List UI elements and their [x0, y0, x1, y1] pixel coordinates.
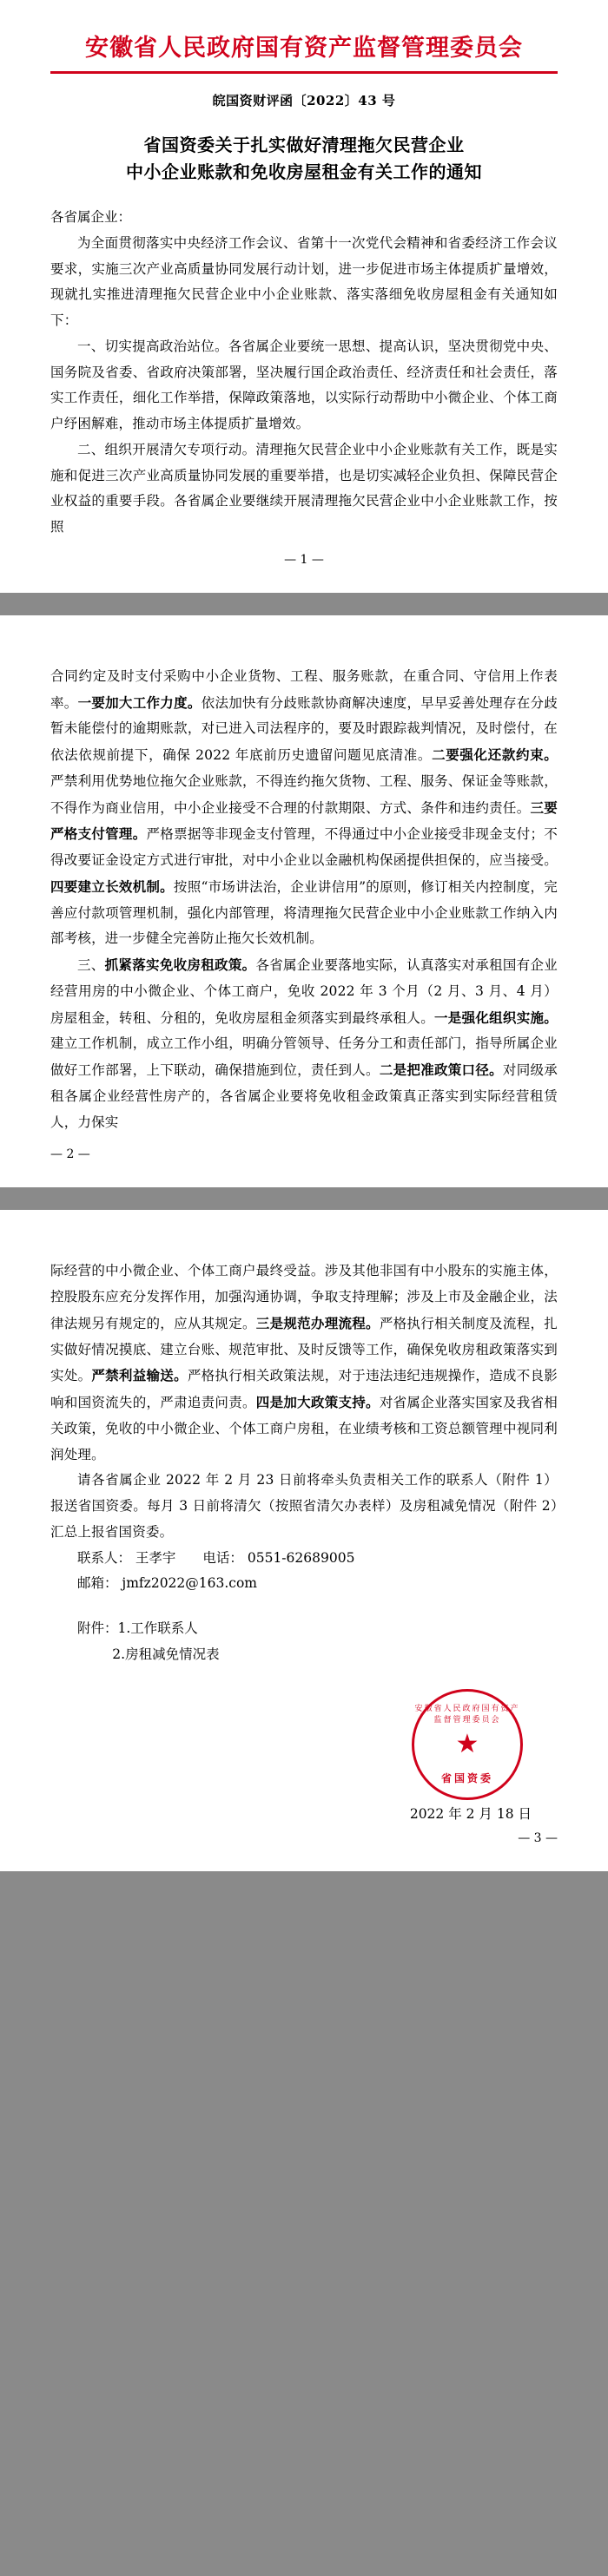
paragraph-section-3: 三、抓紧落实免收房租政策。各省属企业要落地实际，认真落实对承租国有企业经营用房的中小微企业、个体工商户，免收 2022 年 3 个月（2 月、3 月、4 月）房屋租金，转租、分租的，免收房屋租金须落实到最终承租人。一是强化组织实施。建立工作机制，成立工作小组，明确分管领导、任务分工和责任部门，指导所属企业做好工作部署，上下联动，确保措施到位，责任到人。二是把准政策口径。对同级承租各属企业经营性房产的，各省属企业要将免收租金政策真正落实到实际经营租赁人，力保实 — [50, 956, 558, 1130]
document-page-3 — [0, 1210, 608, 1870]
attachment-item-2: 2.房租减免情况表 — [112, 1646, 220, 1662]
attachments-label: 附件：1.工作联系人 — [77, 1620, 198, 1637]
document-page-2 — [0, 615, 608, 1188]
official-seal-icon — [412, 1689, 523, 1800]
page-number-2: — 2 — — [50, 1147, 90, 1162]
page-gap — [0, 593, 608, 615]
seal-text-top: 安徽省人民政府国有资产监督管理委员会 — [414, 1704, 520, 1725]
letterhead-title: 安徽省人民政府国有资产监督管理委员会 — [85, 35, 523, 62]
paragraph-report-request: 请各省属企业 2022 年 2 月 23 日前将牵头负责相关工作的联系人（附件 1）报送省国资委。每月 3 日前将清欠（按照省清欠办表样）及房租减免情况（附件 2）汇总上报省国资委。 — [50, 1472, 558, 1540]
paragraph-section-2-part-1: 二、组织开展清欠专项行动。清理拖欠民营企业中小企业账款有关工作，既是实施和促进三次产业高质量协同发展的重要举措，也是切实减轻企业负担、保障民营企业权益的重要手段。各省属企业要继续开展清理拖欠民营企业中小企业账款工作，按照 — [50, 441, 558, 536]
contact-line-2: 邮箱： jmfz2022@163.com — [77, 1575, 258, 1592]
contact-line-1: 联系人： 王孝宇 电话： 0551-62689005 — [77, 1549, 355, 1566]
document-title-line-1: 省国资委关于扎实做好清理拖欠民营企业 — [143, 135, 465, 156]
paragraph-section-2-part-2: 合同约定及时支付采购中小企业货物、工程、服务账款，在重合同、守信用上作表率。一要加大工作力度。依法加快有分歧账款协商解决速度，早早妥善处理存在分歧暂未能偿付的逾期账款，对已进入司法程序的，要及时跟踪裁判情况，及时偿付，在依法依规前提下，确保 2022 年底前历史遗留问题见底清准。二要强化还款约束。严禁利用优势地位拖欠企业账款，不得连约拖欠货物、工程、服务、保证金等账款，不得作为商业信用，中小企业接受不合理的付款期限、方式、条件和违约责任。三要严格支付管理。严格票据等非现金支付管理，不得通过中小企业接受非现金支付；不得改要证金设定方式进行审批，对中小企业以金融机构保函提供担保的，应当接受。四要建立长效机制。按照“市场讲法治，企业讲信用”的原则，修订相关内控制度，完善应付款项管理机制，强化内部管理，将清理拖欠民营企业中小企业账款工作纳入内部考核，进一步健全完善防止拖欠长效机制。 — [50, 667, 558, 947]
paragraph-intro: 为全面贯彻落实中央经济工作会议、省第十一次党代会精神和省委经济工作会议要求，实施三次产业高质量协同发展行动计划，进一步促进市场主体提质扩量增效，现就扎实推进清理拖欠民营企业中小企业账款、落实落细免收房屋租金有关通知如下： — [50, 234, 558, 329]
seal-star-icon: ★ — [455, 1728, 479, 1759]
document-number: 皖国资财评函〔2022〕43 号 — [212, 93, 396, 109]
letterhead — [50, 0, 558, 74]
document-title-line-2: 中小企业账款和免收房屋租金有关工作的通知 — [126, 161, 482, 183]
page-gap — [0, 1187, 608, 1210]
seal-text-bottom: 省国资委 — [440, 1771, 493, 1784]
document-addressee: 各省属企业： — [50, 209, 132, 226]
letterhead-divider — [50, 71, 558, 74]
document-page-1 — [0, 0, 608, 593]
paragraph-section-3-cont: 际经营的中小微企业、个体工商户最终受益。涉及其他非国有中小股东的实施主体，控股股东应充分发挥作用，加强沟通协调，争取支持理解；涉及上市及金融企业，法律法规另有规定的，应从其规定。三是规范办理流程。严格执行相关制度及流程，扎实做好情况摸底、建立台账、规范审批、及时反馈等工作，确保免收房租政策落实到实处。严禁利益输送。严格执行相关政策法规，对于违法违纪违规操作，造成不良影响和国资流失的，严肃追责问责。四是加大政策支持。对省属企业落实国家及我省相关政策，免收的中小微企业、个体工商户房租，在业绩考核和工资总额管理中视同利润处理。 — [50, 1263, 558, 1462]
seal-area — [50, 1689, 558, 1822]
page-number-3: — 3 — — [518, 1830, 558, 1845]
page-number-1: — 1 — — [284, 552, 324, 567]
paragraph-section-1: 一、切实提高政治站位。各省属企业要统一思想、提高认识，坚决贯彻党中央、国务院及省委、省政府决策部署，坚决履行国企政治责任、经济责任和社会责任，落实工作责任，细化工作举措，保障政策落地，以实际行动帮助中小微企业、个体工商户纾困解难，推动市场主体提质扩量增效。 — [50, 338, 558, 432]
document-title — [50, 132, 558, 186]
signature-date: 2022 年 2 月 18 日 — [409, 1805, 532, 1822]
